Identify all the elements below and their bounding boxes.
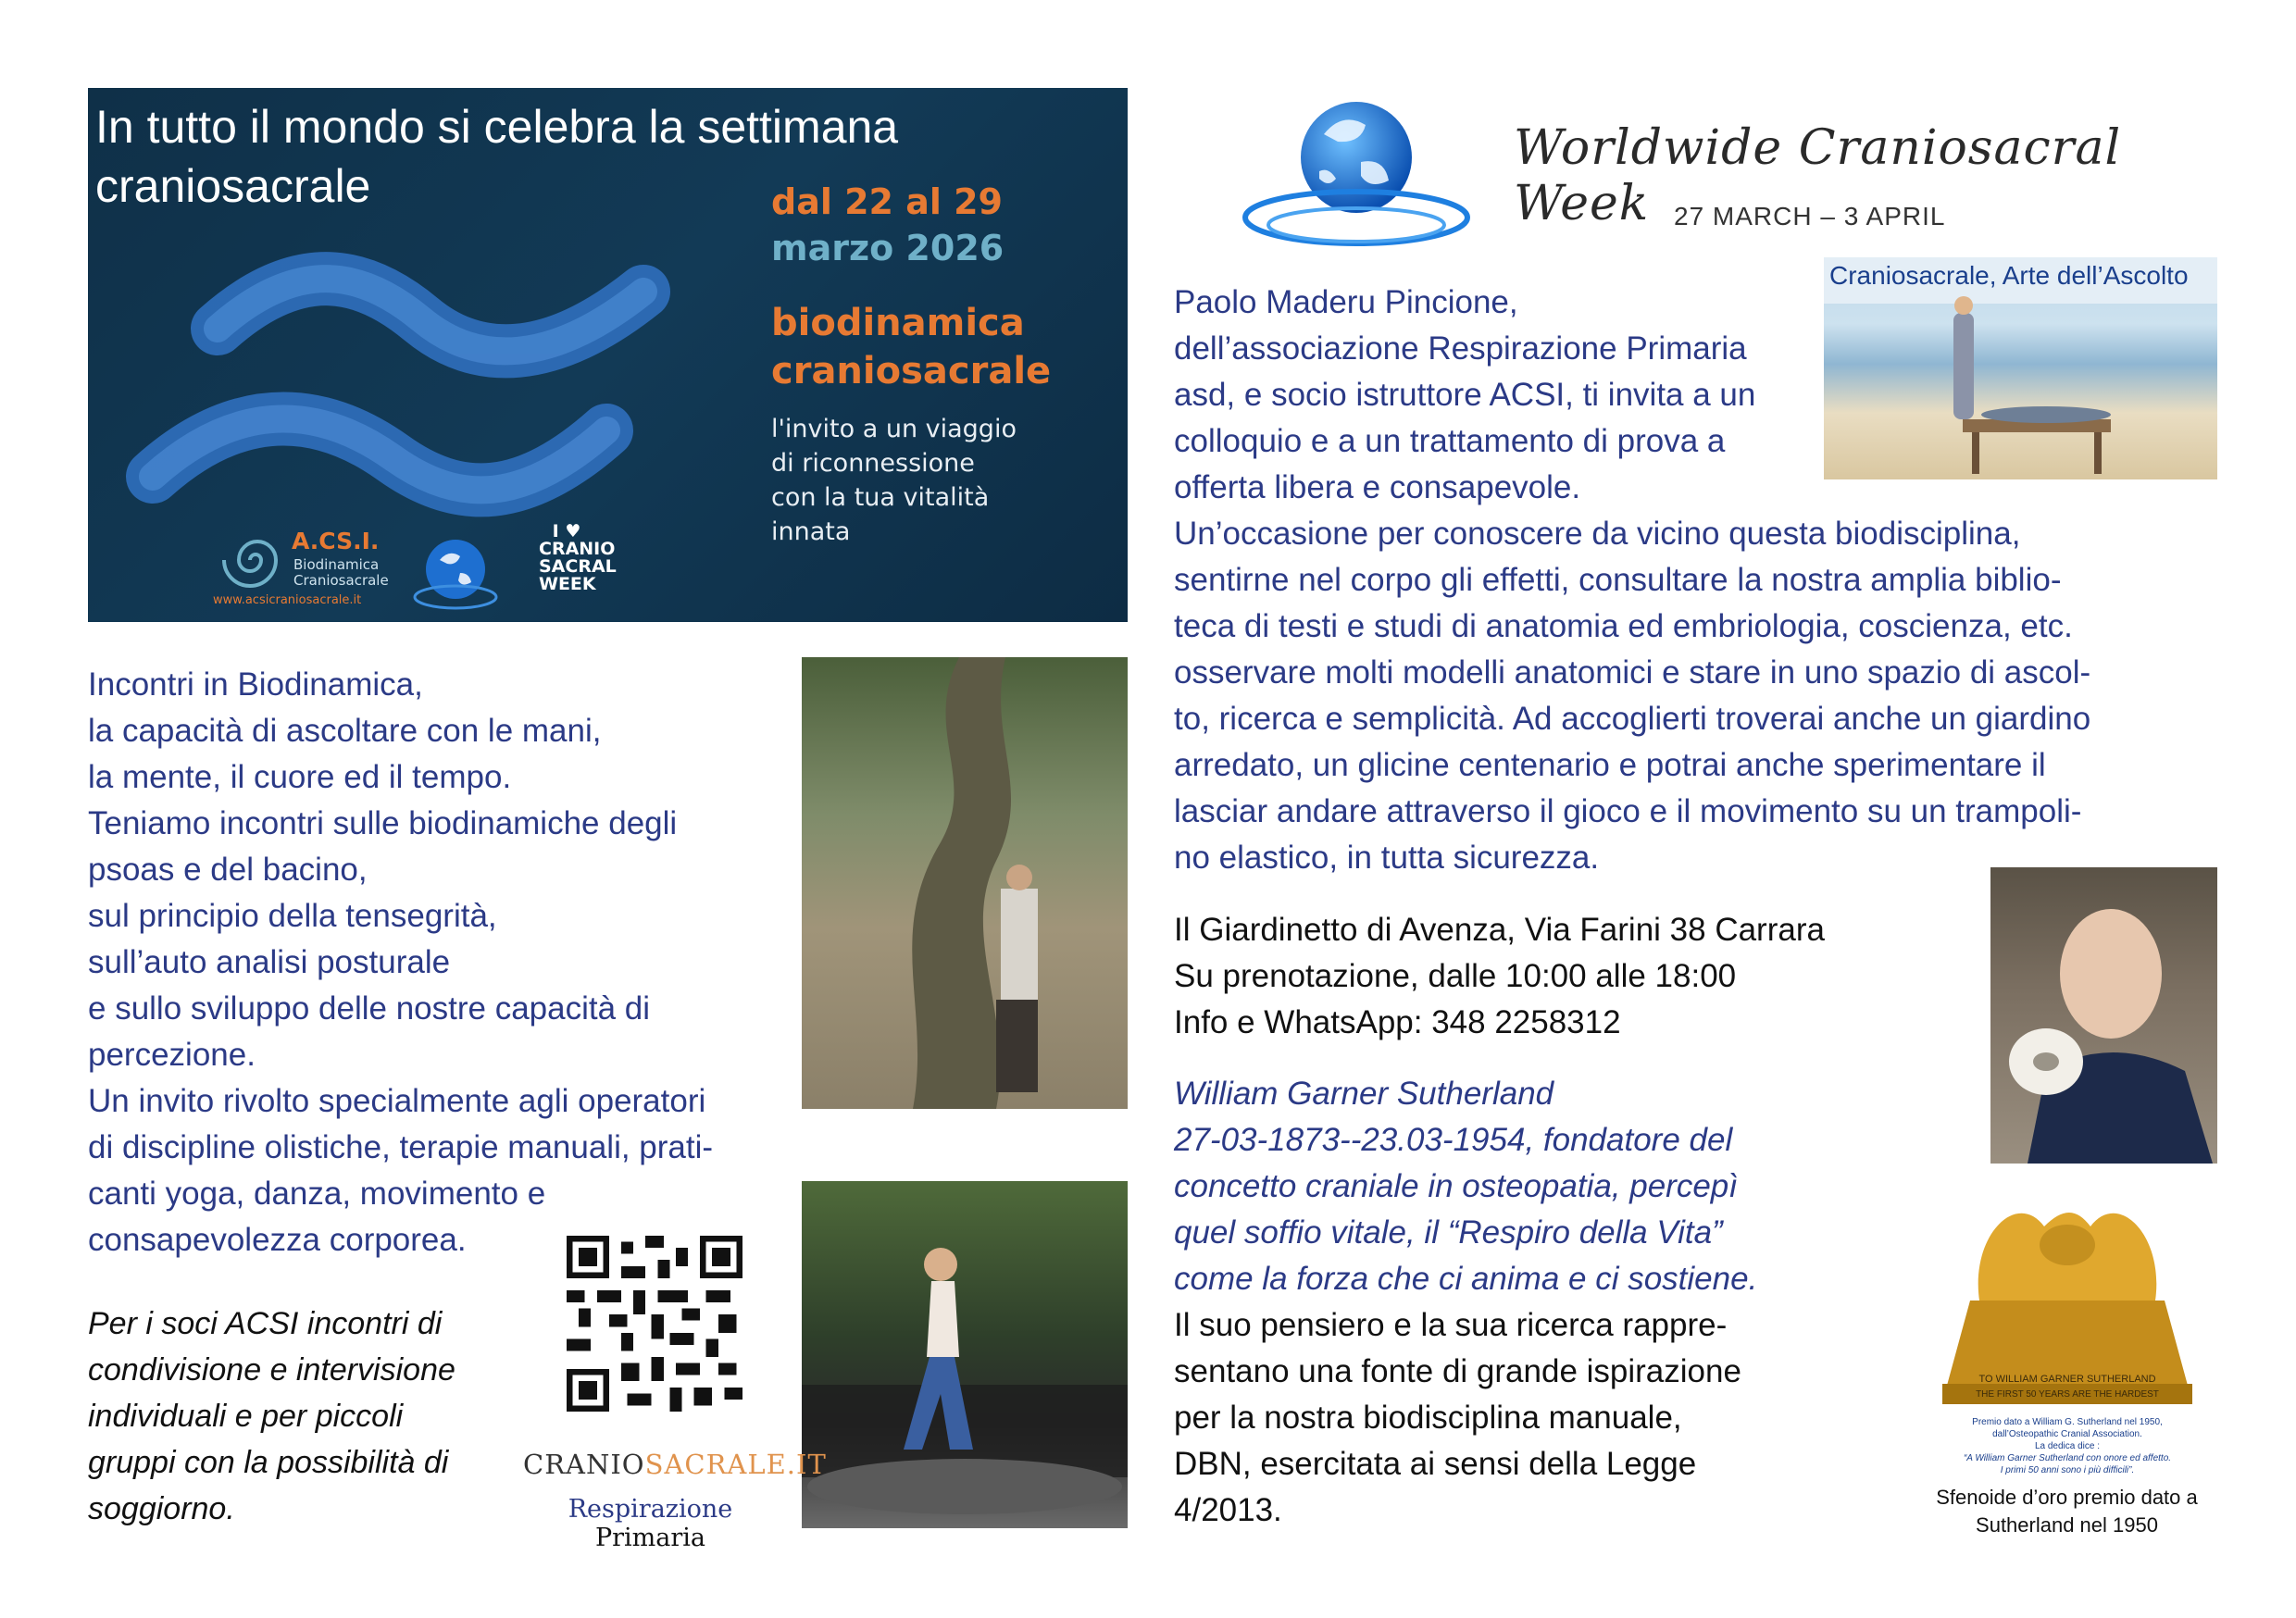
acsi-sub-line1: Biodinamica (293, 556, 380, 573)
text-line: asd, e socio istruttore ACSI, ti invita a un (1174, 377, 1756, 413)
text-line: Il suo pensiero e la sua ricerca rappre- (1174, 1307, 1728, 1343)
text-line: dell’associazione Respirazione Primaria (1174, 330, 1747, 367)
text-line: consapevolezza corporea. (88, 1222, 467, 1258)
prize-caption-line: I primi 50 anni sono i più difficili”. (2000, 1465, 2135, 1475)
invitation-intro (1174, 280, 1822, 511)
garden-tree-photo (802, 657, 1128, 1109)
sutherland-portrait (1990, 867, 2217, 1164)
text-line: Un invito rivolto specialmente agli operatori (88, 1083, 706, 1119)
text-line: per la nostra biodisciplina manuale, (1174, 1400, 1682, 1436)
tree-scene-icon (802, 657, 1128, 1109)
golden-sphenoid-photo (1915, 1171, 2220, 1416)
text-line: 4/2013. (1174, 1492, 1282, 1528)
nautilus-icon (213, 528, 287, 592)
craniosacrale-logo (523, 1449, 827, 1480)
text-line: di discipline olistiche, terapie manuali, prati- (88, 1129, 714, 1165)
text-line: sentano una fonte di grande ispirazione (1174, 1353, 1741, 1389)
massage-scene-icon (1824, 257, 2217, 479)
text-line: Incontri in Biodinamica, (88, 666, 423, 703)
text-line: canti yoga, danza, movimento e (88, 1176, 546, 1212)
text-line: no elastico, in tutta sicurezza. (1174, 840, 1600, 876)
week-dates: 27 MARCH – 3 APRIL (1674, 202, 1946, 230)
banner-invite (771, 412, 1017, 549)
love-line: SACRAL (539, 556, 617, 577)
text-line: gruppi con la possibilità di (88, 1445, 449, 1480)
rp-part2: Primaria (594, 1524, 706, 1552)
sphenoid-caption-line1: Sfenoide d’oro premio dato a (1936, 1486, 2198, 1509)
invite-line: innata (771, 517, 851, 546)
text-line: sull’auto analisi posturale (88, 944, 451, 980)
invite-line: di riconnessione (771, 449, 975, 478)
portrait-scene-icon (1990, 867, 2217, 1164)
text-line: DBN, esercitata ai sensi della Legge (1174, 1446, 1697, 1482)
globe-icon (1231, 88, 1481, 255)
text-line: concetto craniale in osteopatia, percepì (1174, 1168, 1738, 1204)
prize-caption-line: Premio dato a William G. Sutherland nel 1950, (1972, 1417, 2163, 1427)
text-line: offerta libera e consapevole. (1174, 469, 1581, 505)
love-line: CRANIO (539, 539, 616, 559)
banner-subject (771, 299, 1051, 395)
prize-caption-line: dall’Osteopathic Cranial Association. (1992, 1429, 2142, 1439)
text-line: e sullo sviluppo delle nostre capacità di (88, 990, 651, 1027)
beach-image (1824, 257, 2217, 479)
text-line: sul principio della tensegrità, (88, 898, 497, 934)
plaque-line1: TO WILLIAM GARNER SUTHERLAND (1978, 1374, 2156, 1385)
text-line: teca di testi e studi di anatomia ed embriologia, coscienza, etc. (1174, 608, 2073, 644)
text-line: 27-03-1873--23.03-1954, fondatore del (1174, 1122, 1733, 1158)
plaque-line2: THE FIRST 50 YEARS ARE THE HARDEST (1976, 1389, 2159, 1400)
banner-dates (771, 179, 1004, 271)
beach-image-title: Craniosacrale, Arte dell’Ascolto (1829, 261, 2189, 290)
text-line: colloquio e a un trattamento di prova a (1174, 423, 1726, 459)
biodynamics-description (88, 662, 810, 1263)
text-line: Teniamo incontri sulle biodinamiche degli (88, 805, 678, 841)
invitation-details (1174, 511, 2285, 881)
qr-code-icon[interactable] (567, 1236, 742, 1412)
brand-part2: SACRALE.IT (644, 1449, 827, 1480)
sutherland-bio (1174, 1071, 1933, 1534)
members-note (88, 1301, 514, 1532)
phone-number[interactable]: Info e WhatsApp: 348 2258312 (1174, 1004, 1621, 1040)
acsi-subtitle (293, 557, 389, 589)
event-banner (88, 88, 1128, 622)
text-line: Un’occasione per conoscere da vicino questa biodisciplina, (1174, 516, 2021, 552)
opening-hours: Su prenotazione, dalle 10:00 alle 18:00 (1174, 958, 1737, 994)
love-line: I ♥ (552, 521, 581, 541)
invite-line: con la tua vitalità (771, 483, 990, 512)
text-line: psoas e del bacino, (88, 852, 368, 888)
text-line: lasciar andare attraverso il gioco e il movimento su un trampoli- (1174, 793, 2082, 829)
cranio-sacral-week-logo (539, 521, 617, 594)
contact-info (1174, 907, 1933, 1046)
trampoline-scene-icon (802, 1181, 1128, 1528)
text-line: la mente, il cuore ed il tempo. (88, 759, 512, 795)
text-line: sentirne nel corpo gli effetti, consultare la nostra amplia biblio- (1174, 562, 2062, 598)
text-line: osservare molti modelli anatomici e stare in uno spazio di ascol- (1174, 654, 2091, 691)
brand-part1: CRANIO (523, 1449, 645, 1480)
banner-subject-line1: biodinamica (771, 302, 1025, 344)
text-line: Paolo Maderu Pincione, (1174, 284, 1518, 320)
text-line: arredato, un glicine centenario e potrai anche sperimentare il (1174, 747, 2046, 783)
respirazione-primaria-logo (523, 1495, 778, 1552)
text-line: William Garner Sutherland (1174, 1076, 1554, 1112)
acsi-sub-line2: Craniosacrale (293, 572, 389, 589)
invite-line: l'invito a un viaggio (771, 415, 1017, 443)
text-line: individuali e per piccoli (88, 1399, 404, 1434)
prize-caption-line: La dedica dice : (2034, 1441, 2101, 1451)
globe-logo-icon (412, 532, 500, 616)
address: Il Giardinetto di Avenza, Via Farini 38 Carrara (1174, 912, 1825, 948)
week-title: Worldwide Craniosacral Week (1514, 120, 2122, 231)
prize-caption (1915, 1416, 2220, 1476)
text-line: condivisione e intervisione (88, 1352, 455, 1388)
text-line: Per i soci ACSI incontri di (88, 1306, 443, 1341)
text-line: to, ricerca e semplicità. Ad accoglierti troverai anche un giardino (1174, 701, 2091, 737)
trampoline-photo (802, 1181, 1128, 1528)
prize-caption-line: “A William Garner Sutherland con onore ed affetto. (1963, 1453, 2172, 1463)
rp-part1: Respirazione (568, 1495, 733, 1524)
banner-subject-line2: craniosacrale (771, 350, 1052, 392)
acsi-name: A.CS.I. (292, 528, 380, 554)
sphenoid-caption (1893, 1484, 2240, 1539)
banner-title: In tutto il mondo si celebra la settimana craniosacrale (95, 101, 899, 212)
text-line: la capacità di ascoltare con le mani, (88, 713, 602, 749)
sphenoid-trophy-icon (1915, 1171, 2220, 1416)
love-line: WEEK (539, 574, 596, 594)
banner-dates-line1: dal 22 al 29 (771, 181, 1003, 222)
text-line: come la forza che ci anima e ci sostiene. (1174, 1261, 1758, 1297)
acsi-url: www.acsicraniosacrale.it (213, 593, 362, 607)
text-line: quel soffio vitale, il “Respiro della Vita” (1174, 1214, 1723, 1251)
sphenoid-caption-line2: Sutherland nel 1950 (1976, 1513, 2158, 1537)
text-line: soggiorno. (88, 1491, 235, 1526)
text-line: percezione. (88, 1037, 256, 1073)
banner-dates-line2: marzo 2026 (771, 228, 1004, 268)
